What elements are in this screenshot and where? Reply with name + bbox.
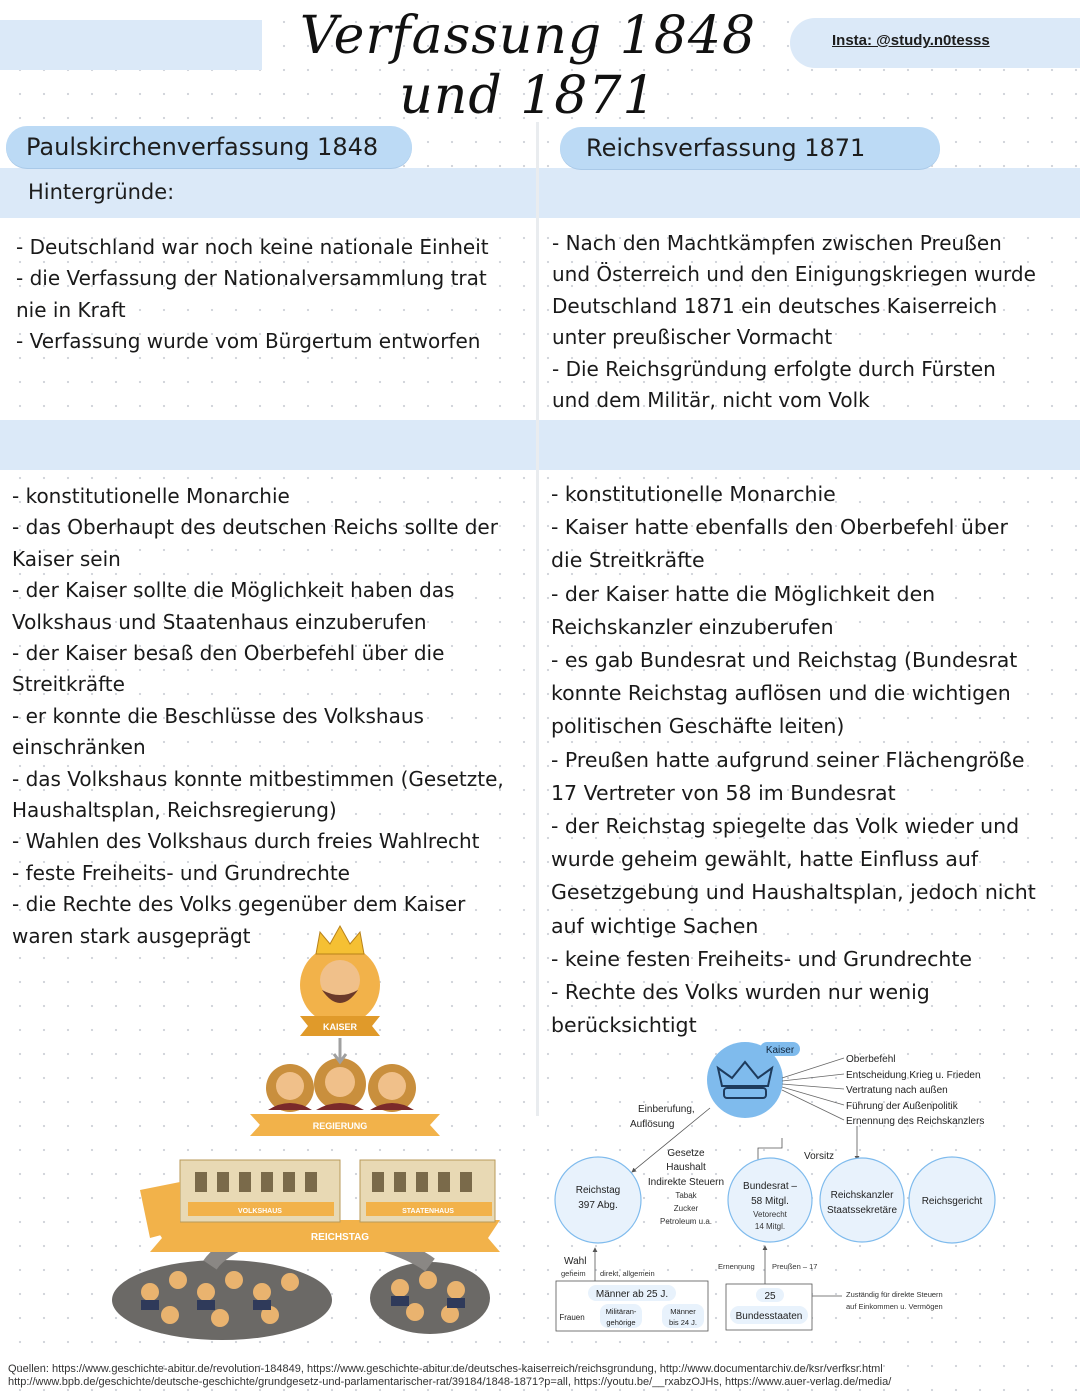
bundesrat-count: 58 Mitgl. bbox=[751, 1196, 789, 1207]
column-divider bbox=[536, 122, 539, 1116]
right-heading-label: Reichsverfassung 1871 bbox=[586, 134, 866, 162]
hintergruende-label: Hintergründe: bbox=[28, 180, 175, 204]
left-background-text: - Deutschland war noch keine nationale Einheit - die Verfassung der Nationalversammlung trat nie in Kraft - Verfassung wurde vom Bürgertum entworfen bbox=[16, 235, 489, 354]
gesetze-small-2: Zucker bbox=[673, 1204, 699, 1213]
maenner24-label-1: Männer bbox=[670, 1307, 696, 1316]
einberufung-label-2: Auflösung bbox=[630, 1119, 675, 1130]
kaiser-power-3: Vertratung nach außen bbox=[846, 1085, 948, 1096]
structure-diagram-1871 bbox=[550, 1038, 1000, 1338]
reichskanzler-name: Reichskanzler bbox=[830, 1190, 894, 1201]
left-heading bbox=[6, 126, 412, 168]
right-content-text: - konstitutionelle Monarchie - Kaiser hatte ebenfalls den Oberbefehl über die Streitkräfte - der Kaiser hatte die Möglichkeit den Reichskanzler einzuberufen - es gab Bundesrat und Reichstag (Bundesrat konnte Reichstag auflösen und die wichtigen politischen Geschäfte leiten) - Preußen hatte aufgrund seiner Flächengröße 17 Vertreter von 58 im Bundesrat - der Reichstag spiegelte das Volk wieder und wurde geheim gewählt, hatte Einfluss auf Gesetzgebung und Haushaltsplan, jedoch nicht auf wichtige Sachen - keine festen Freiheits- und Grundrechte - Rechte des Volks wurden nur wenig berücksichtigt bbox=[551, 482, 1036, 1038]
militaer-label-2: gehörige bbox=[606, 1318, 636, 1327]
staatssekretaere-name: Staatssekretäre bbox=[826, 1205, 898, 1216]
direkt-label: direkt, allgemein bbox=[600, 1269, 655, 1278]
header-band-left bbox=[0, 20, 262, 70]
steuern-label-2: auf Einkommen u. Vermögen bbox=[846, 1302, 943, 1311]
vorsitz-label: Vorsitz bbox=[804, 1151, 835, 1162]
left-heading-label: Paulskirchenverfassung 1848 bbox=[26, 133, 379, 161]
gesetze-label-3: Indirekte Steuern bbox=[647, 1177, 725, 1188]
maenner25-label: Männer ab 25 J. bbox=[595, 1289, 669, 1300]
page-title: Verfassung 1848 und 1871 bbox=[299, 6, 757, 126]
geheim-label: geheim bbox=[561, 1269, 586, 1278]
wahl-label: Wahl bbox=[564, 1256, 587, 1267]
frauen-label: Frauen bbox=[559, 1313, 585, 1322]
kaiser-label: KAISER bbox=[322, 1022, 358, 1032]
bundesstaaten-label: Bundesstaaten bbox=[735, 1311, 803, 1322]
middle-band bbox=[0, 420, 1080, 470]
volkshaus-label: VOLKSHAUS bbox=[238, 1208, 282, 1215]
bundesrat-name: Bundesrat – bbox=[743, 1181, 797, 1192]
sources: Quellen: https://www.geschichte-abitur.de/revolution-184849, https://www.geschichte-abitur.de/deutsches-kaiserreich/reichsgrundung, http://www.documentarchiv.de/ksr/verfksr.html http://www.bpb.de/geschichte/deutsche-geschichte/grundgesetz-und-parlamentarischer-rat/39184/1848-1871?p=all, https://youtu.be/__rxabzOJHs, https://www.auer-verlag.de/media/ bbox=[8, 1363, 892, 1388]
pyramid-diagram-1848 bbox=[110, 920, 510, 1345]
insta-handle: Insta: @study.n0tesss bbox=[832, 32, 990, 49]
preussen-label: Preußen – 17 bbox=[772, 1262, 818, 1271]
militaer-label-1: Militäran- bbox=[605, 1307, 637, 1316]
ernennung-label: Ernennung bbox=[718, 1262, 755, 1271]
right-background-text: - Nach den Machtkämpfen zwischen Preußen und Österreich und den Einigungskriegen wurde Deutschland 1871 ein deutsches Kaiserreich unter preußischer Vormacht - Die Reichsgründung erfolgte durch Fürsten und dem Militär, nicht vom Volk bbox=[552, 231, 1036, 413]
steuern-label-1: Zuständig für direkte Steuern bbox=[846, 1290, 943, 1299]
kaiser-power-2: Entscheidung Krieg u. Frieden bbox=[846, 1070, 981, 1081]
gesetze-small-3: Petroleum u.a. bbox=[659, 1217, 713, 1226]
maenner24-label-2: bis 24 J. bbox=[669, 1318, 697, 1327]
bundesrat-veto: Vetorecht bbox=[753, 1210, 787, 1219]
bundesrat-veto-count: 14 Mitgl. bbox=[754, 1222, 786, 1231]
gesetze-label-2: Haushalt bbox=[666, 1162, 706, 1173]
kaiser-power-4: Führung der Außenpolitik bbox=[846, 1101, 958, 1112]
bundesstaaten-count: 25 bbox=[764, 1291, 776, 1302]
einberufung-label-1: Einberufung, bbox=[638, 1104, 695, 1115]
kaiser-tag: Kaiser bbox=[765, 1045, 795, 1056]
regierung-label: REGIERUNG bbox=[312, 1121, 368, 1131]
left-content-text: - konstitutionelle Monarchie - das Oberhaupt des deutschen Reichs sollte der Kaiser sein - der Kaiser sollte die Möglichkeit haben das Volkshaus und Staatenhaus einzuberufen - der Kaiser besaß den Oberbefehl über die Streitkräfte - er konnte die Beschlüsse des Volkshaus einschränken - das Volkshaus konnte mitbestimmen (Gesetzte, Haushaltsplan, Reichsregierung) - Wahlen des Volkshaus durch freies Wahlrecht - feste Freiheits- und Grundrechte - die Rechte des Volks gegenüber dem Kaiser waren stark ausgeprägt bbox=[12, 484, 504, 948]
reichstag-count: 397 Abg. bbox=[578, 1200, 618, 1211]
gesetze-label-1: Gesetze bbox=[667, 1148, 705, 1159]
kaiser-power-5: Ernennung des Reichskanzlers bbox=[846, 1116, 985, 1127]
right-heading bbox=[560, 127, 940, 169]
reichstag-name: Reichstag bbox=[575, 1185, 621, 1196]
reichstag-label: REICHSTAG bbox=[310, 1232, 370, 1243]
staatenhaus-label: STAATENHAUS bbox=[402, 1208, 454, 1215]
gesetze-small-1: Tabak bbox=[675, 1191, 697, 1200]
reichsgericht-name: Reichsgericht bbox=[921, 1196, 983, 1207]
kaiser-power-1: Oberbefehl bbox=[846, 1054, 896, 1065]
